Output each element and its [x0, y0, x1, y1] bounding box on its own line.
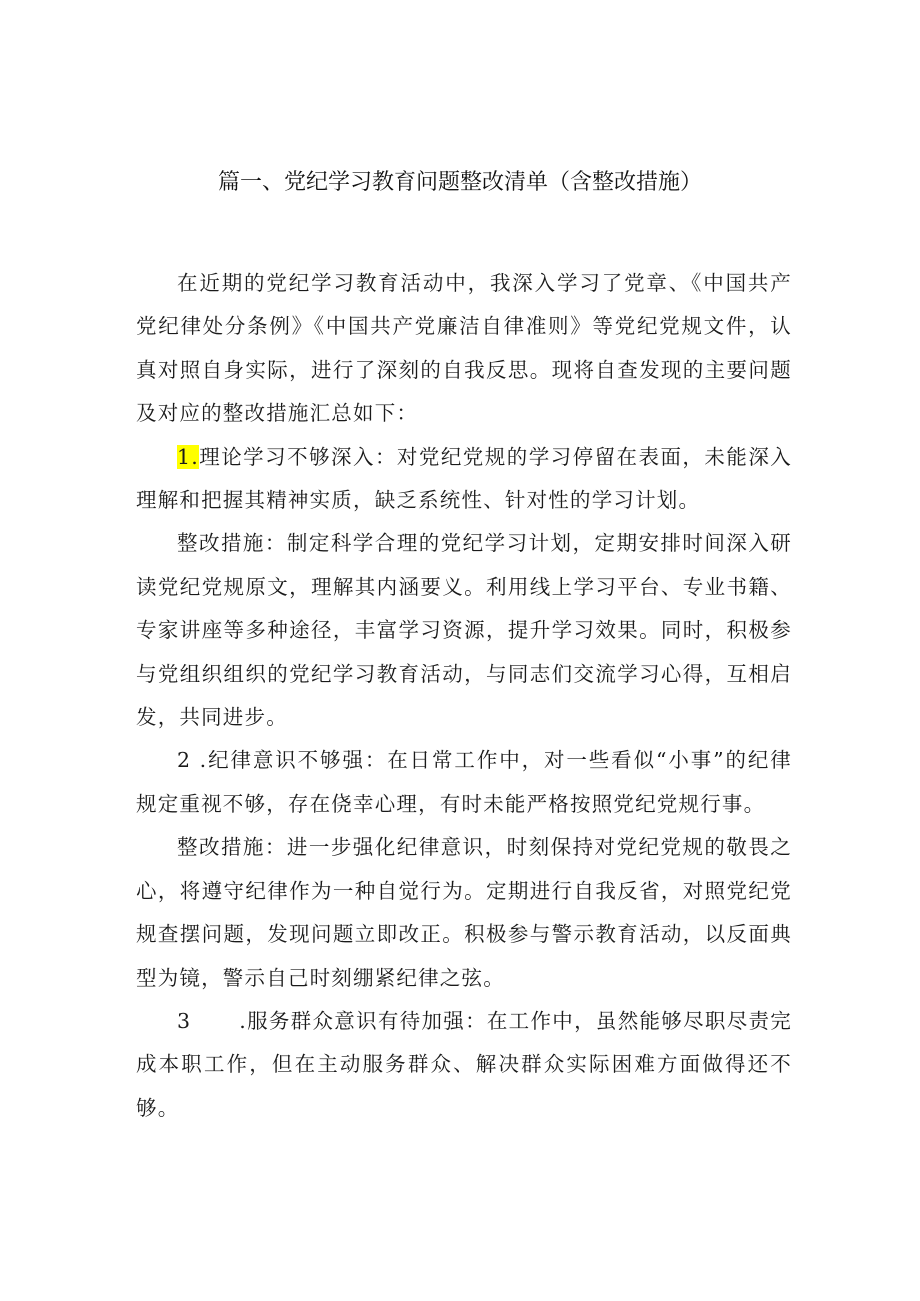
item-3-number: 3: [177, 1008, 192, 1033]
item-1-number: 1.: [177, 444, 199, 469]
document-title: 篇一、党纪学习教育问题整改清单（含整改措施）: [217, 170, 702, 195]
item-1-text: 理论学习不够深入：对党纪党规的学习停留在表面，未能深入理解和把握其精神实质，缺乏系统性、针对性的学习计划。: [136, 444, 792, 513]
item-2-text: .纪律意识不够强：在日常工作中，对一些看似“小事”的纪律规定重视不够，存在侥幸心理，有时未能严格按照党纪党规行事。: [136, 748, 793, 816]
measure-2-paragraph: 整改措施：进一步强化纪律意识，时刻保持对党纪党规的敬畏之心，将遵守纪律作为一种自觉行为。定期进行自我反省，对照党纪党规查摆问题，发现问题立即改正。积极参与警示教育活动，以反面典型为镜，警示自己时刻绷紧纪律之弦。: [136, 835, 792, 990]
item-1-paragraph: [136, 436, 792, 523]
item-2-paragraph: [136, 739, 792, 826]
item-2-number: 2: [177, 748, 192, 773]
document-body: [136, 262, 792, 1130]
measure-1-paragraph: 整改措施：制定科学合理的党纪学习计划，定期安排时间深入研读党纪党规原文，理解其内涵要义。利用线上学习平台、专业书籍、专家讲座等多种途径，丰富学习资源，提升学习效果。同时，积极参与党组织组织的党纪学习教育活动，与同志们交流学习心得，互相启发，共同进步。: [136, 531, 792, 730]
item-3-paragraph: [136, 1000, 792, 1130]
intro-paragraph: 在近期的党纪学习教育活动中，我深入学习了党章、《中国共产党纪律处分条例》《中国共产党廉洁自律准则》等党纪党规文件，认真对照自身实际，进行了深刻的自我反思。现将自查发现的主要问题及对应的整改措施汇总如下：: [136, 271, 792, 426]
item-3-text: .服务群众意识有待加强：在工作中，虽然能够尽职尽责完成本职工作，但在主动服务群众、解决群众实际困难方面做得还不够。: [136, 1008, 792, 1120]
